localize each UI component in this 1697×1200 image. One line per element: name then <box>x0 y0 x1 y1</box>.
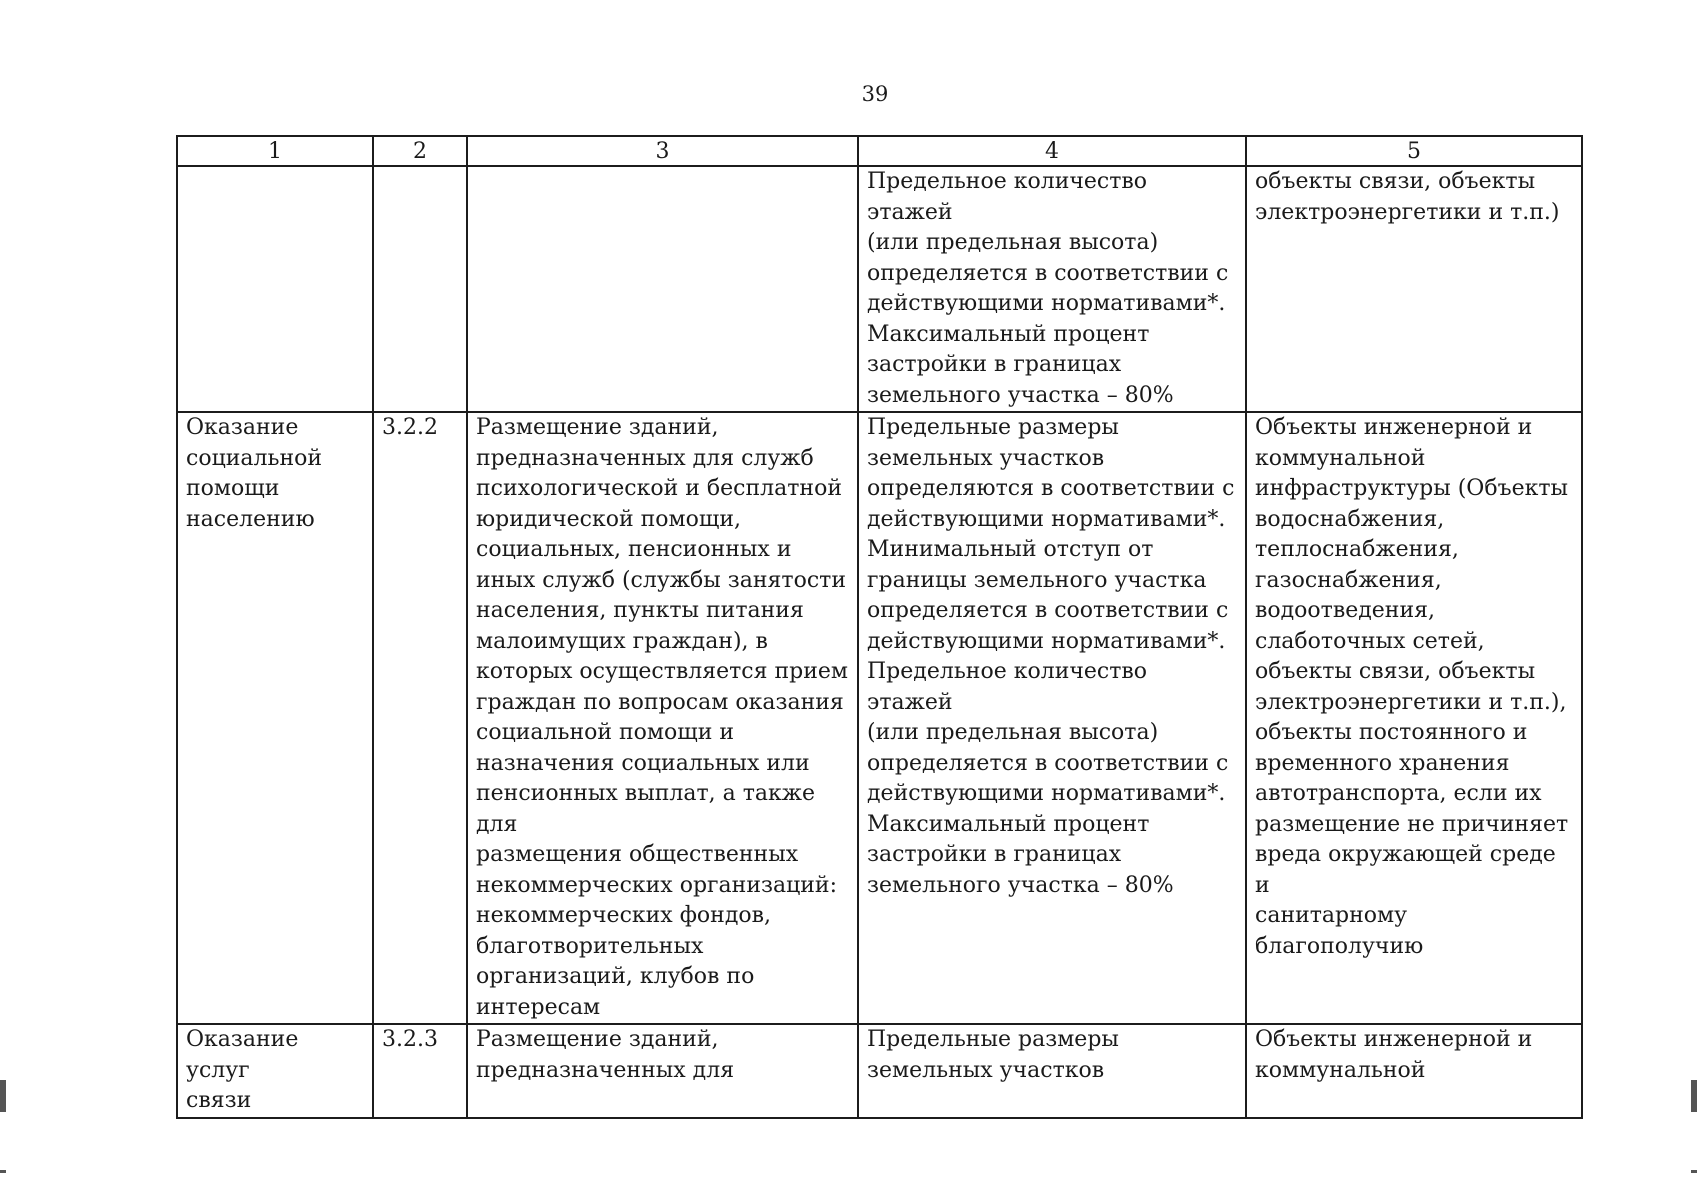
land-use-table <box>176 135 1583 1119</box>
table-cell <box>177 166 373 412</box>
page-number: 39 <box>861 82 889 106</box>
column-header: 4 <box>858 136 1246 166</box>
cell-text: Предельное количество этажей (или предельная высота) определяется в соответствии с действующими нормативами*. Максимальный процент застройки в границах земельного участка – 80% <box>867 169 1229 408</box>
table-cell <box>373 1024 467 1118</box>
column-header: 5 <box>1246 136 1582 166</box>
use-type-code: 3.2.3 <box>382 1027 438 1052</box>
auxiliary-uses: Объекты инженерной и коммунальной <box>1255 1027 1533 1083</box>
scan-edge-mark <box>0 1170 6 1173</box>
scan-edge-mark <box>1691 1080 1697 1112</box>
table-cell <box>858 412 1246 1024</box>
table-cell <box>373 412 467 1024</box>
table-cell <box>1246 412 1582 1024</box>
use-type-name: Оказание социальной помощи населению <box>186 415 323 532</box>
column-header: 2 <box>373 136 467 166</box>
table-cell <box>177 412 373 1024</box>
column-header: 3 <box>467 136 858 166</box>
use-type-parameters: Предельные размеры земельных участков <box>867 1027 1119 1083</box>
table-row <box>177 166 1582 412</box>
table-cell <box>373 166 467 412</box>
table-row <box>177 1024 1582 1118</box>
table-cell <box>858 166 1246 412</box>
use-type-description: Размещение зданий, предназначенных для служб психологической и бесплатной юридической помощи, социальных, пенсионных и иных служб (службы занятости населения, пункты питания малоимущих граждан), в которых осуществляется прием граждан по вопросам оказания социальной помощи и назначения социальных или пенсионных выплат, а также для размещения общественных некоммерческих организаций: некоммерческих фондов, благотворительных организаций, клубов по интересам <box>476 415 849 1020</box>
table-cell <box>467 166 858 412</box>
table-cell <box>1246 1024 1582 1118</box>
use-type-name: Оказание услуг связи <box>186 1027 299 1113</box>
use-type-description: Размещение зданий, предназначенных для <box>476 1027 735 1083</box>
auxiliary-uses: Объекты инженерной и коммунальной инфраструктуры (Объекты водоснабжения, теплоснабжения, газоснабжения, водоотведения, слаботочных сетей, объекты связи, объекты электроэнергетики и т.п.), объекты постоянного и временного хранения автотранспорта, если их размещение не причиняет вреда окружающей среде и санитарному благополучию <box>1255 415 1569 959</box>
table-row <box>177 412 1582 1024</box>
use-type-code: 3.2.2 <box>382 415 438 440</box>
scan-edge-mark <box>0 1080 6 1112</box>
table-cell <box>467 412 858 1024</box>
table-cell <box>177 1024 373 1118</box>
cell-text: объекты связи, объекты электроэнергетики и т.п.) <box>1255 169 1560 225</box>
table-cell <box>858 1024 1246 1118</box>
table-cell <box>1246 166 1582 412</box>
table-header-row <box>177 136 1582 166</box>
column-header: 1 <box>177 136 373 166</box>
table-cell <box>467 1024 858 1118</box>
scan-edge-mark <box>1691 1170 1697 1173</box>
use-type-parameters: Предельные размеры земельных участков определяются в соответствии с действующими нормативами*. Минимальный отступ от границы земельного участка определяется в соответствии с действующими нормативами*. Предельное количество этажей (или предельная высота) определяется в соответствии с действующими нормативами*. Максимальный процент застройки в границах земельного участка – 80% <box>867 415 1235 898</box>
